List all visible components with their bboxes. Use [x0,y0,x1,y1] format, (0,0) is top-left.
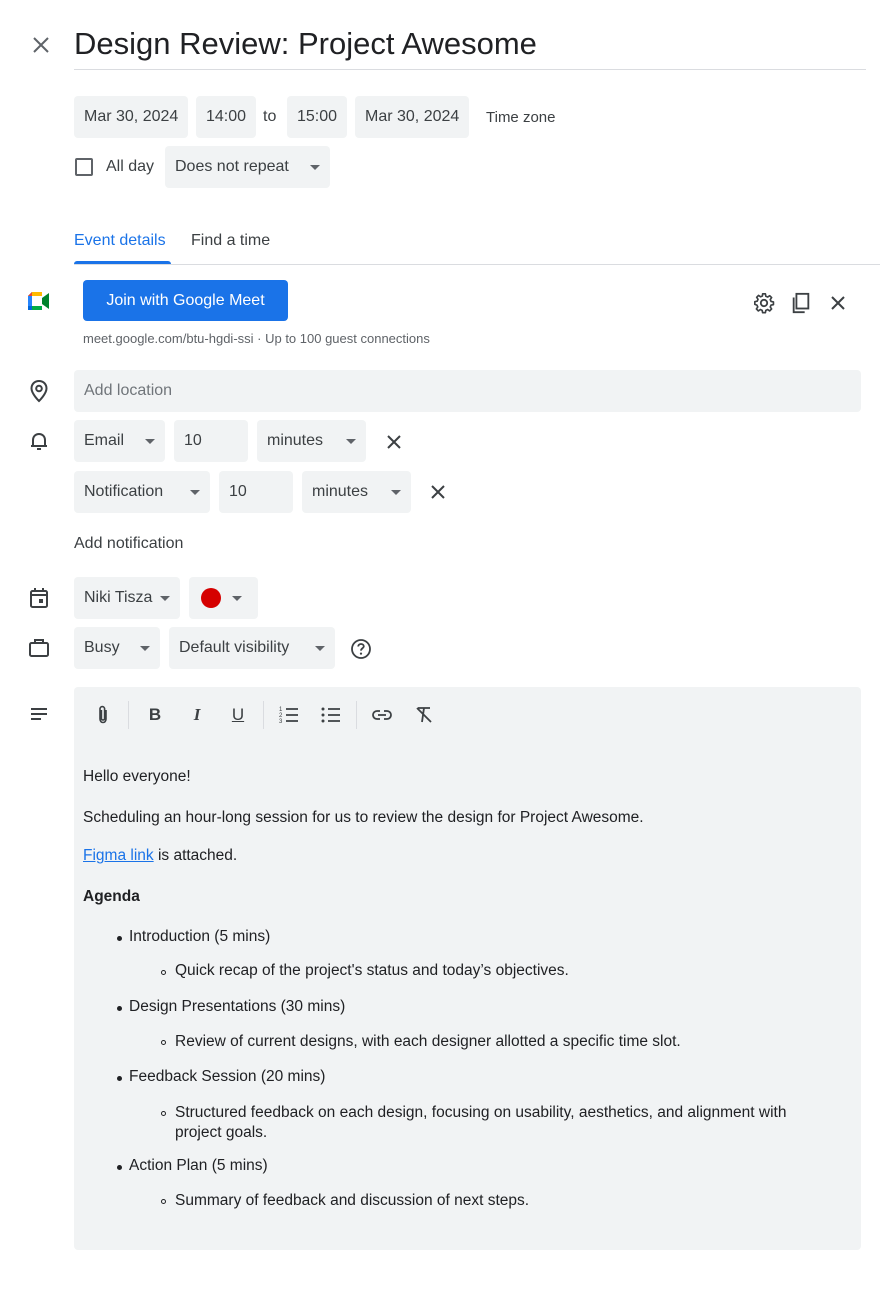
notification-amount-input[interactable]: 10 [219,471,293,513]
busy-status-dropdown[interactable] [74,627,160,669]
attach-icon[interactable] [91,703,115,727]
description-intro: Scheduling an hour-long session for us to review the design for Project Awesome. [83,809,644,826]
meet-info: meet.google.com/btu-hgdi-ssi · Up to 100 guest connections [83,331,430,346]
agenda-subitem: Structured feedback on each design, focusing on usability, aesthetics, and alignment with project goals. [175,1104,787,1141]
agenda-item: Feedback Session (20 mins) [129,1068,326,1085]
agenda-subitem: Summary of feedback and discussion of next steps. [175,1192,530,1209]
numbered-list-icon[interactable] [277,703,301,727]
start-date-button[interactable]: Mar 30, 2024 [74,96,188,138]
google-meet-icon [26,288,52,314]
figma-link[interactable]: Figma link [83,847,154,864]
to-label: to [263,108,277,125]
all-day-checkbox[interactable] [75,158,93,176]
notification-method-value: Email [84,432,125,449]
list-bullet [117,1076,122,1081]
chevron-down-icon [232,596,242,601]
all-day-label: All day [106,158,155,175]
chevron-down-icon [140,646,150,651]
visibility-value: Default visibility [179,639,290,656]
bold-icon[interactable]: B [148,705,162,724]
agenda-subitem: Review of current designs, with each designer allotted a specific time slot. [175,1033,681,1050]
agenda-item: Action Plan (5 mins) [129,1157,268,1174]
repeat-dropdown[interactable] [165,146,330,188]
clear-format-icon[interactable] [412,703,436,727]
tab-event-details[interactable]: Event details [74,232,166,249]
tabs-divider [74,264,880,265]
end-date-button[interactable]: Mar 30, 2024 [355,96,469,138]
italic-icon[interactable]: I [193,705,201,724]
briefcase-icon [26,635,52,661]
chevron-down-icon [391,490,401,495]
calendar-owner-value: Niki Tisza [84,589,153,606]
location-pin-icon [26,378,52,404]
agenda-heading: Agenda [83,888,140,905]
underline-icon[interactable]: U [231,705,245,724]
notification-unit-dropdown[interactable] [302,471,411,513]
add-notification-button[interactable]: Add notification [74,535,184,552]
svg-text:1: 1 [279,707,283,713]
repeat-value: Does not repeat [175,158,289,175]
agenda-subitem: Quick recap of the project's status and today’s objectives. [175,962,569,979]
agenda-item: Design Presentations (30 mins) [129,998,346,1015]
svg-text:3: 3 [279,719,283,725]
toolbar-divider [356,701,357,729]
list-bullet [161,970,166,975]
visibility-dropdown[interactable] [169,627,335,669]
remove-notification-icon[interactable] [426,480,450,504]
gear-icon[interactable] [752,291,776,315]
agenda-item: Introduction (5 mins) [129,928,271,945]
list-bullet [161,1199,166,1204]
close-icon[interactable] [26,30,56,60]
join-meet-button[interactable]: Join with Google Meet [83,280,288,321]
copy-icon[interactable] [789,291,813,315]
chevron-down-icon [310,165,320,170]
toolbar-divider [128,701,129,729]
chevron-down-icon [160,596,170,601]
list-bullet [117,936,122,941]
notification-unit-value: minutes [267,432,324,449]
svg-text:2: 2 [279,713,283,719]
color-swatch [201,588,221,608]
toolbar-divider [263,701,264,729]
bell-icon [26,428,52,454]
list-bullet [161,1040,166,1045]
chevron-down-icon [190,490,200,495]
timezone-button[interactable]: Time zone [486,108,556,126]
location-input[interactable]: Add location [74,370,861,412]
description-icon [26,701,52,727]
link-suffix: is attached. [153,847,238,864]
chevron-down-icon [145,439,155,444]
chevron-down-icon [315,646,325,651]
notification-unit-dropdown[interactable] [257,420,366,462]
event-color-dropdown[interactable] [189,577,258,619]
tab-find-a-time[interactable]: Find a time [191,232,271,249]
chevron-down-icon [346,439,356,444]
list-bullet [117,1006,122,1011]
notification-method-dropdown[interactable] [74,420,165,462]
calendar-owner-dropdown[interactable] [74,577,180,619]
start-time-button[interactable]: 14:00 [196,96,256,138]
event-title-input[interactable]: Design Review: Project Awesome [74,24,866,70]
end-time-button[interactable]: 15:00 [287,96,347,138]
calendar-icon [26,585,52,611]
description-link-line [83,847,237,865]
notification-unit-value: minutes [312,483,369,500]
busy-status-value: Busy [84,639,120,656]
notification-method-value: Notification [84,483,164,500]
bulleted-list-icon[interactable] [319,703,343,727]
remove-notification-icon[interactable] [382,430,406,454]
notification-method-dropdown[interactable] [74,471,210,513]
list-bullet [117,1165,122,1170]
link-icon[interactable] [370,703,394,727]
close-icon[interactable] [826,291,850,315]
list-bullet [161,1111,166,1116]
help-icon[interactable] [349,637,373,661]
notification-amount-input[interactable]: 10 [174,420,248,462]
description-greeting: Hello everyone! [83,768,191,785]
